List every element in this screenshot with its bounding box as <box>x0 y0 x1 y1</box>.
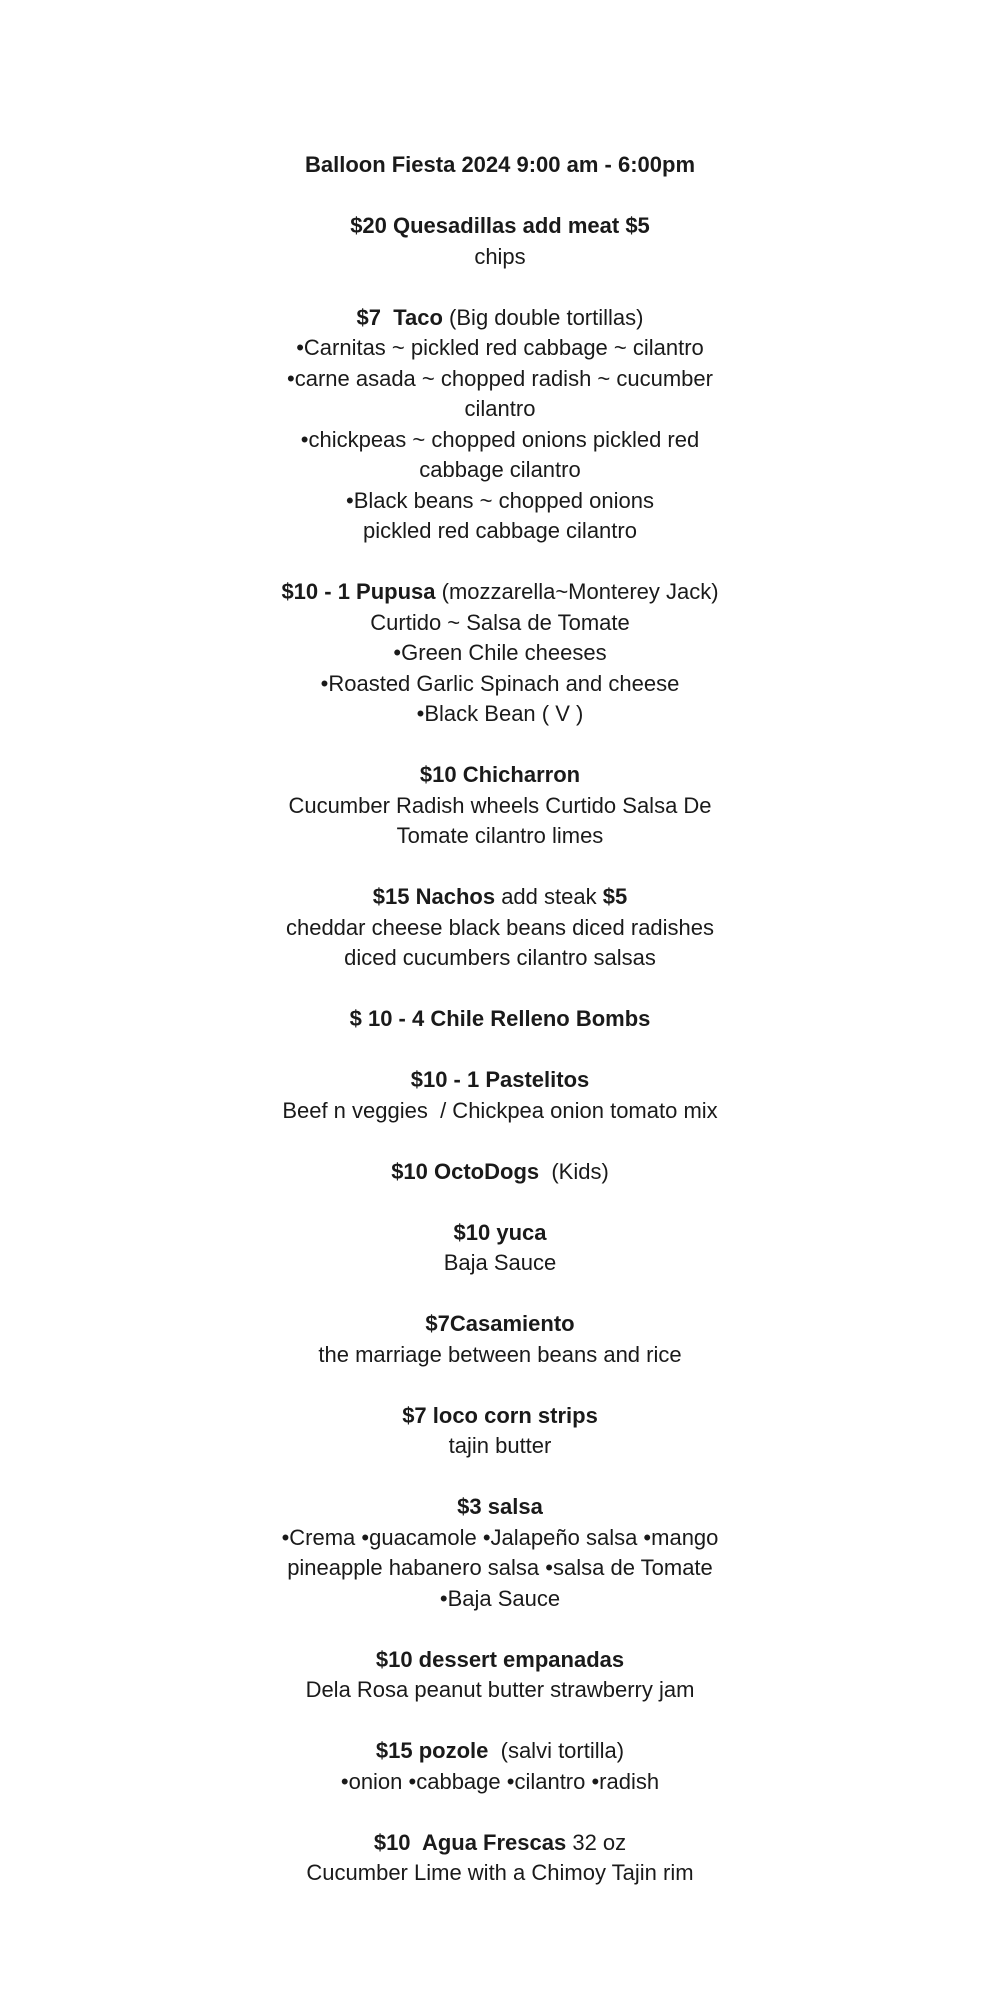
menu-item-price-name: $10 Chicharron <box>419 762 581 787</box>
menu-item-detail: Dela Rosa peanut butter strawberry jam <box>305 1677 695 1702</box>
menu-item-detail: cabbage cilantro <box>419 457 581 482</box>
menu-item-detail: Beef n veggies / Chickpea onion tomato mix <box>282 1097 718 1123</box>
menu-item-header <box>0 1309 1000 1340</box>
menu-item-detail: •carne asada ~ chopped radish ~ cucumber <box>287 365 713 391</box>
menu-item-detail: pineapple habanero salsa •salsa de Tomate <box>287 1555 713 1580</box>
menu-item-detail: •Carnitas ~ pickled red cabbage ~ cilantro <box>296 335 704 360</box>
spacer <box>0 852 1000 883</box>
menu-item-detail: pickled red cabbage cilantro <box>363 518 637 543</box>
menu-item <box>0 1157 1000 1188</box>
menu-items <box>0 181 1000 1889</box>
menu-item-detail: Tomate cilantro limes <box>396 823 604 848</box>
menu-item-header <box>0 1736 1000 1767</box>
menu-item-detail: •Roasted Garlic Spinach and cheese <box>320 670 680 696</box>
menu-item-header <box>0 1828 1000 1859</box>
menu-item-detail: Cucumber Radish wheels Curtido Salsa De <box>288 792 712 818</box>
menu-item <box>0 577 1000 730</box>
menu-item <box>0 1065 1000 1126</box>
menu-item-price-name: $7Casamiento <box>425 1311 575 1336</box>
spacer <box>0 1614 1000 1645</box>
menu-item-price-name: $10 dessert empanadas <box>375 1646 625 1672</box>
menu-item-detail: •Black beans ~ chopped onions <box>346 487 654 513</box>
menu-item-header <box>0 1004 1000 1035</box>
menu-item-note: 32 oz <box>566 1829 627 1855</box>
menu-item-header <box>0 1065 1000 1096</box>
menu-item <box>0 760 1000 852</box>
spacer <box>0 272 1000 303</box>
menu-item-detail: •Green Chile cheeses <box>393 640 607 665</box>
spacer <box>0 181 1000 212</box>
menu-item-header <box>0 760 1000 791</box>
menu-item-header <box>0 303 1000 334</box>
menu-item-header <box>0 1218 1000 1249</box>
menu-item-price-name: $3 salsa <box>457 1494 543 1519</box>
menu-item-detail: diced cucumbers cilantro salsas <box>344 945 656 970</box>
menu-item-detail: tajin butter <box>448 1433 552 1458</box>
menu-item <box>0 303 1000 547</box>
spacer <box>0 1126 1000 1157</box>
menu-item-note: (salvi tortilla) <box>488 1738 625 1763</box>
menu-item-price-name: $15 pozole <box>375 1738 489 1763</box>
menu-item <box>0 1309 1000 1370</box>
menu-item <box>0 1218 1000 1279</box>
menu-item-price-name: $7 Taco <box>356 304 443 330</box>
menu-item-detail: cilantro <box>464 396 536 421</box>
menu-item-detail: •onion •cabbage •cilantro •radish <box>340 1768 660 1794</box>
menu-item <box>0 1736 1000 1797</box>
menu-item-header <box>0 882 1000 913</box>
menu-item-detail: •Baja Sauce <box>439 1585 561 1611</box>
menu-item-detail: Curtido ~ Salsa de Tomate <box>370 609 630 635</box>
menu-item <box>0 1401 1000 1462</box>
menu-item-note: add steak <box>495 884 603 909</box>
menu-item-header <box>0 1645 1000 1676</box>
spacer <box>0 1706 1000 1737</box>
menu-title-text: Balloon Fiesta 2024 9:00 am - 6:00pm <box>304 152 696 177</box>
menu-item-price-name: $ 10 - 4 Chile Relleno Bombs <box>349 1006 651 1031</box>
menu-item-header <box>0 211 1000 242</box>
menu-item-price-name: $20 Quesadillas add meat $5 <box>350 213 650 238</box>
spacer <box>0 1370 1000 1401</box>
spacer <box>0 547 1000 578</box>
menu-item-note: (Big double tortillas) <box>442 304 644 330</box>
menu-item-note: (Kids) <box>539 1158 609 1184</box>
menu-item-price-name: $10 - 1 Pastelitos <box>410 1067 590 1092</box>
menu-item-header <box>0 1401 1000 1432</box>
menu-item <box>0 1492 1000 1614</box>
menu-item-price-name: $7 loco corn strips <box>402 1402 598 1428</box>
menu-document <box>0 150 1000 1889</box>
menu-item-price-name: $10 - 1 Pupusa <box>281 579 436 604</box>
spacer <box>0 1187 1000 1218</box>
menu-item <box>0 211 1000 272</box>
menu-item-price-name: $10 Agua Frescas <box>373 1829 567 1855</box>
menu-item-note: (mozzarella~Monterey Jack) <box>435 579 719 604</box>
menu-item-header <box>0 577 1000 608</box>
menu-item-detail: Cucumber Lime with a Chimoy Tajin rim <box>306 1860 694 1885</box>
spacer <box>0 1279 1000 1310</box>
spacer <box>0 1035 1000 1066</box>
menu-item-detail: the marriage between beans and rice <box>318 1341 682 1367</box>
menu-item-detail: Baja Sauce <box>443 1250 557 1275</box>
menu-item-detail: •Black Bean ( V ) <box>416 701 584 726</box>
menu-item-detail: chips <box>474 243 526 269</box>
spacer <box>0 730 1000 761</box>
menu-item <box>0 1004 1000 1035</box>
spacer <box>0 1462 1000 1493</box>
menu-item-header <box>0 1492 1000 1523</box>
menu-item <box>0 1828 1000 1889</box>
menu-title <box>0 150 1000 181</box>
menu-item-price-name: $10 yuca <box>453 1219 547 1245</box>
spacer <box>0 1797 1000 1828</box>
menu-item-detail: cheddar cheese black beans diced radishes <box>285 914 715 940</box>
menu-item <box>0 1645 1000 1706</box>
menu-item-detail: •Crema •guacamole •Jalapeño salsa •mango <box>281 1524 719 1550</box>
menu-item-detail: •chickpeas ~ chopped onions pickled red <box>300 426 700 452</box>
menu-item-header <box>0 1157 1000 1188</box>
menu-item-price-name: $10 OctoDogs <box>391 1158 540 1184</box>
menu-item-price-name: $5 <box>602 884 628 909</box>
spacer <box>0 974 1000 1005</box>
menu-item-price-name: $15 Nachos <box>372 884 496 909</box>
menu-item <box>0 882 1000 974</box>
